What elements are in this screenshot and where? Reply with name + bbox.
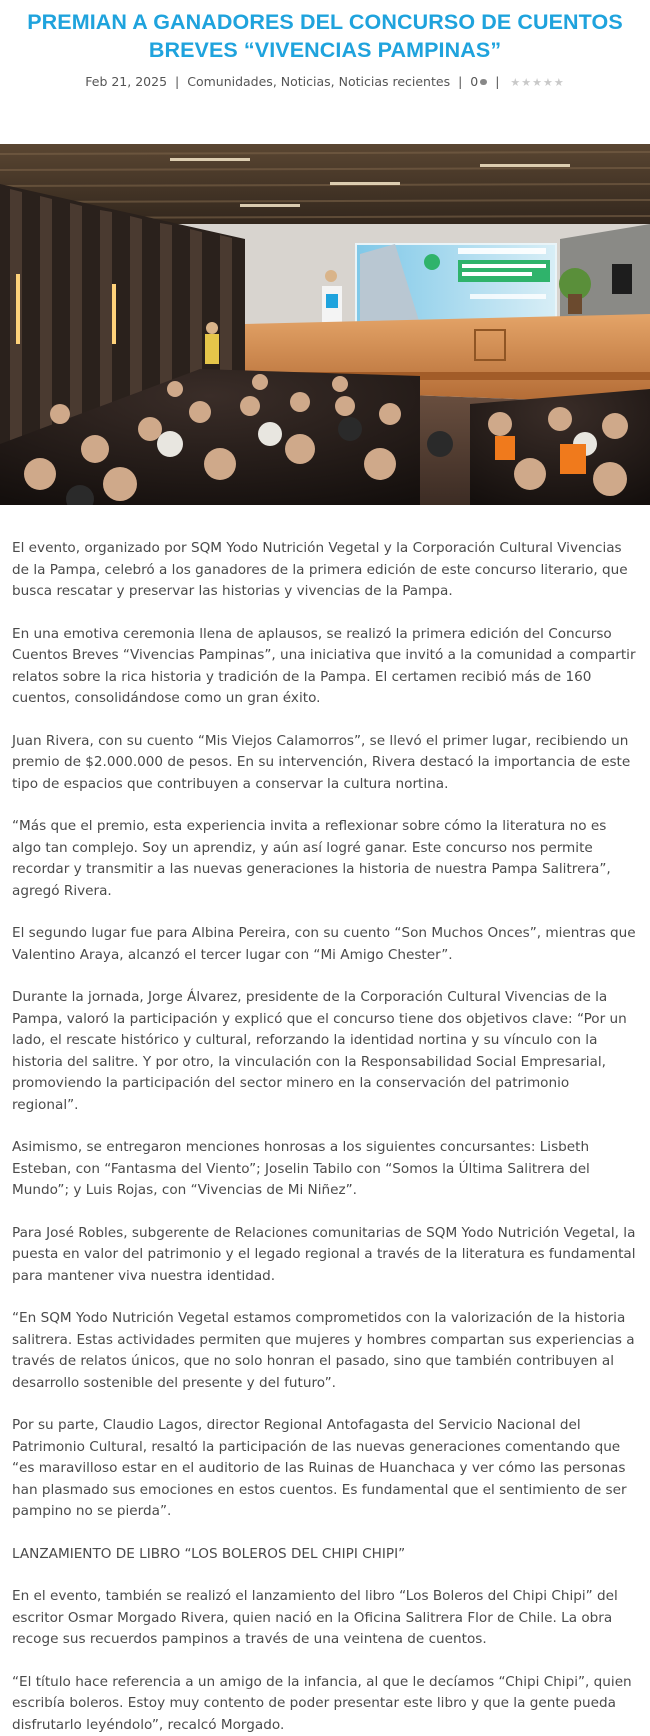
article-paragraph: En una emotiva ceremonia llena de aplausos, se realizó la primera edición del Concurso Cuentos Breves “Vivencias Pampinas”, una iniciativa que invitó a la comunidad a compartir relatos sobre la rica historia y tradición de la Pampa. El certamen recibió más de 160 cuentos, consolidándose como un gran éxito.	[12, 624, 638, 710]
post-meta	[0, 73, 650, 92]
section-heading: LANZAMIENTO DE LIBRO “LOS BOLEROS DEL CHIPI CHIPI”	[12, 1544, 638, 1566]
meta-separator: |	[458, 74, 462, 89]
article-paragraph: Para José Robles, subgerente de Relaciones comunitarias de SQM Yodo Nutrición Vegetal, la puesta en valor del patrimonio y el legado regional a través de la literatura es fundamental para mantener viva nuestra identidad.	[12, 1223, 638, 1288]
comment-count[interactable]: 0	[470, 74, 478, 89]
article-paragraph: Por su parte, Claudio Lagos, director Regional Antofagasta del Servicio Nacional del Patrimonio Cultural, resaltó la participación de las nuevas generaciones comentando que “es maravilloso estar en el auditorio de las Ruinas de Huanchaca y ver cómo las personas han plasmado sus emociones en estos cuentos. Es fundamental que el sentimiento de ser pampino no se pierda”.	[12, 1415, 638, 1523]
post-date: Feb 21, 2025	[85, 74, 167, 89]
article-paragraph: Asimismo, se entregaron menciones honrosas a los siguientes concursantes: Lisbeth Esteban, con “Fantasma del Viento”; Joselin Tabilo con “Somos la Última Salitrera del Mundo”; y Luis Rojas, con “Vivencias de Mi Niñez”.	[12, 1137, 638, 1202]
article-paragraph: “En SQM Yodo Nutrición Vegetal estamos comprometidos con la valorización de la historia salitrera. Estas actividades permiten que mujeres y hombres compartan sus experiencias a través de relatos únicos, que no solo honran el pasado, sino que también contribuyen al desarrollo sostenible del presente y del futuro”.	[12, 1308, 638, 1394]
article-body	[0, 505, 650, 1736]
article-paragraph: El segundo lugar fue para Albina Pereira, con su cuento “Son Muchos Onces”, mientras que Valentino Araya, alcanzó el tercer lugar con “Mi Amigo Chester”.	[12, 923, 638, 966]
meta-separator: |	[175, 74, 179, 89]
article-paragraph: “Más que el premio, esta experiencia invita a reflexionar sobre cómo la literatura no es algo tan complejo. Soy un aprendiz, y aún así logré ganar. Este concurso nos permite recordar y transmitir a las nuevas generaciones la historia de nuestra Pampa Salitrera”, agregó Rivera.	[12, 816, 638, 902]
article-title: PREMIAN A GANADORES DEL CONCURSO DE CUENTOS BREVES “VIVENCIAS PAMPINAS”	[20, 8, 630, 64]
hero-image	[0, 144, 650, 505]
article-container	[0, 8, 650, 1736]
article-paragraph: Juan Rivera, con su cuento “Mis Viejos Calamorros”, se llevó el primer lugar, recibiendo un premio de $2.000.000 de pesos. En su intervención, Rivera destacó la importancia de este tipo de espacios que contribuyen a conservar la cultura nortina.	[12, 731, 638, 796]
post-categories[interactable]: Comunidades, Noticias, Noticias recientes	[187, 74, 450, 89]
rating-stars[interactable]: ★★★★★	[510, 76, 564, 89]
article-paragraph: Durante la jornada, Jorge Álvarez, presidente de la Corporación Cultural Vivencias de la Pampa, valoró la participación y explicó que el concurso tiene dos objetivos clave: “Por un lado, el rescate histórico y cultural, reforzando la identidad nortina y su vínculo con la historia del salitre. Y por otro, la vinculación con la Responsabilidad Social Empresarial, promoviendo la participación del sector minero en la conservación del patrimonio regional”.	[12, 987, 638, 1116]
article-paragraph: En el evento, también se realizó el lanzamiento del libro “Los Boleros del Chipi Chipi” del escritor Osmar Morgado Rivera, quien nació en la Oficina Salitrera Flor de Chile. La obra recoge sus recuerdos pampinos a través de una veintena de cuentos.	[12, 1586, 638, 1651]
comment-icon[interactable]	[480, 79, 487, 85]
article-paragraph: El evento, organizado por SQM Yodo Nutrición Vegetal y la Corporación Cultural Vivencias de la Pampa, celebró a los ganadores de la primera edición de este concurso literario, que busca rescatar y preservar las historias y vivencias de la Pampa.	[12, 538, 638, 603]
meta-separator: |	[495, 74, 499, 89]
article-paragraph: “El título hace referencia a un amigo de la infancia, al que le decíamos “Chipi Chipi”, quien escribía boleros. Estoy muy contento de poder presentar este libro y que la gente pueda disfrutarlo leyéndolo”, recalcó Morgado.	[12, 1672, 638, 1736]
